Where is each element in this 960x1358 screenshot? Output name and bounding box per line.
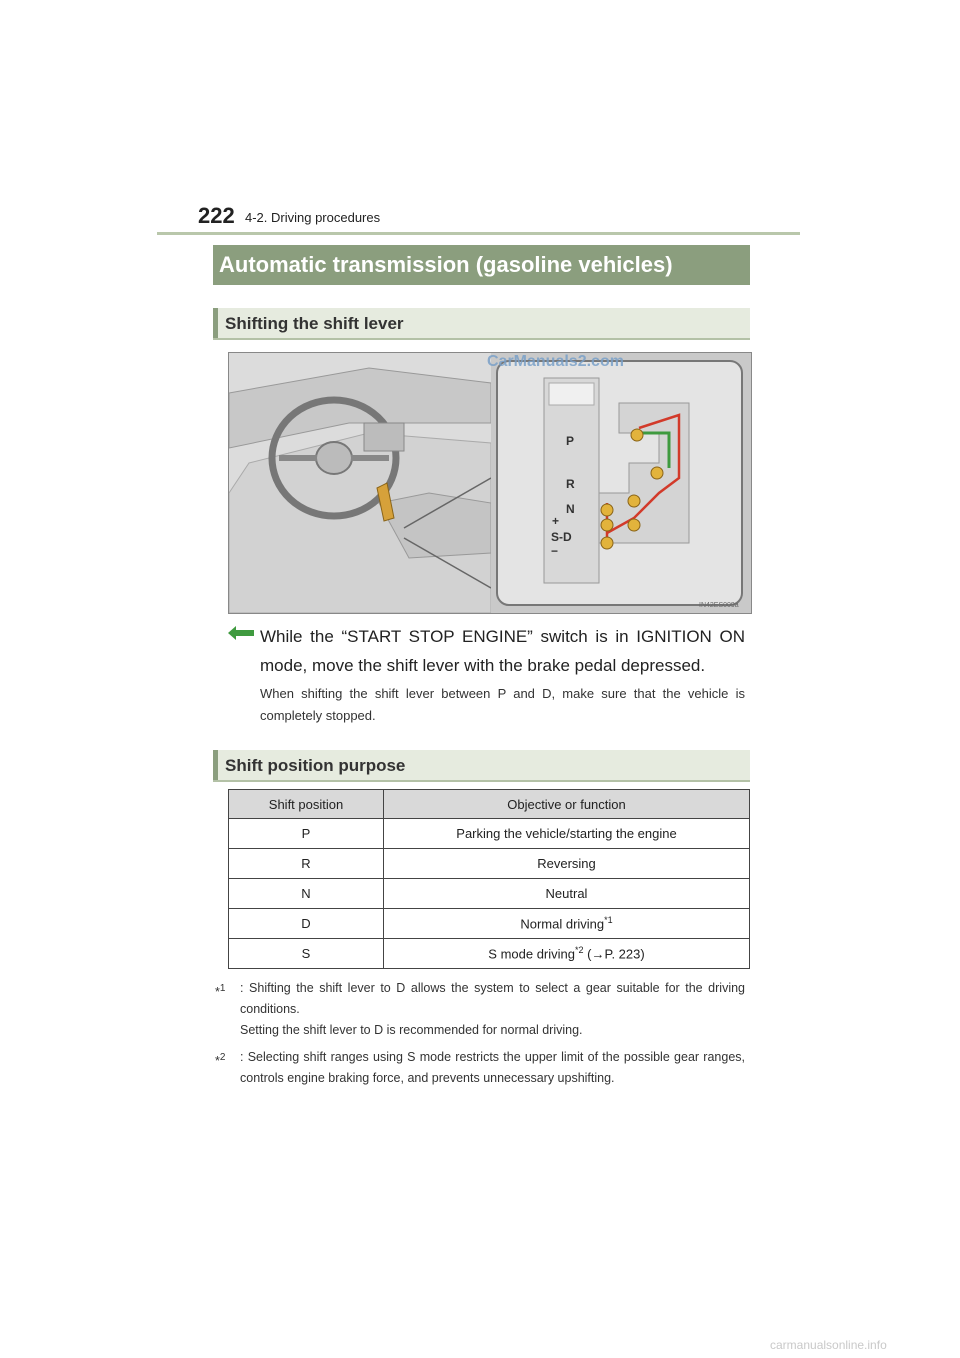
footnote-ref: *2 — [575, 945, 584, 956]
shift-lever-illustration — [228, 352, 752, 614]
subheader-accent-bar — [213, 308, 218, 338]
shift-position-table — [228, 789, 750, 969]
table-cell-function — [384, 819, 750, 849]
footnote-body-2: Setting the shift lever to D is recommended for normal driving. — [240, 1023, 583, 1037]
footnote-mark: * — [215, 1054, 220, 1069]
footnote-number: 2 — [219, 1052, 226, 1063]
function-text: Reversing — [537, 856, 596, 871]
table-cell-function — [384, 939, 750, 969]
subheader-shifting-title: Shifting the shift lever — [225, 314, 404, 333]
page-number: 222 — [198, 203, 235, 228]
footnote-1 — [215, 978, 745, 1041]
svg-text:S-D: S-D — [551, 530, 572, 544]
table-row — [229, 819, 750, 849]
header-divider — [157, 232, 800, 235]
function-text: Normal driving — [520, 916, 605, 932]
main-title-banner: Automatic transmission (gasoline vehicles) — [213, 245, 750, 285]
footnote-mark: * — [215, 985, 220, 1000]
table-cell-position: S — [229, 939, 384, 969]
function-text: Neutral — [545, 886, 588, 901]
page-reference-link[interactable]: (→P. 223) — [583, 946, 645, 962]
table-cell-position: N — [229, 879, 384, 909]
table-cell-function — [384, 879, 750, 909]
table-row — [229, 849, 750, 879]
table-cell-position: P — [229, 819, 384, 849]
svg-text:+: + — [552, 514, 560, 528]
table-cell-position: R — [229, 849, 384, 879]
table-row — [229, 909, 750, 939]
dashboard-diagram — [229, 353, 751, 613]
instruction-text: While the “START STOP ENGINE” switch is in IGNITION ON mode, move the shift lever with the brake pedal depressed. — [260, 627, 745, 675]
svg-text:−: − — [551, 544, 559, 558]
footnote-body: : Selecting shift ranges using S mode restricts the upper limit of the possible gear ranges, controls engine braking force, and prevents unnecessary upshifting. — [240, 1050, 745, 1085]
watermark-top: CarManuals2.com — [487, 353, 624, 370]
svg-text:N: N — [566, 502, 575, 516]
illustration-code: IN42ES009a — [699, 602, 739, 609]
table-header-cell: Shift position — [229, 790, 384, 819]
table-header-row — [229, 790, 750, 819]
table-cell-function — [384, 849, 750, 879]
footnote-2 — [215, 1047, 745, 1089]
svg-text:P: P — [566, 434, 575, 448]
table-row — [229, 879, 750, 909]
table-row — [229, 939, 750, 969]
subheader-shift-purpose-title: Shift position purpose — [225, 756, 406, 775]
footnote-body: : Shifting the shift lever to D allows the system to select a gear suitable for the driving conditions. — [240, 981, 745, 1016]
function-text: Parking the vehicle/starting the engine — [456, 826, 677, 841]
table-cell-position: D — [229, 909, 384, 939]
subheader-accent-bar — [213, 750, 218, 780]
svg-text:R: R — [566, 477, 575, 491]
watermark-bottom: carmanualsonline.info — [770, 1338, 887, 1352]
footnote-number: 1 — [219, 983, 226, 994]
table-cell-function — [384, 909, 750, 939]
note-text: When shifting the shift lever between P and D, make sure that the vehicle is completely stopped. — [260, 686, 745, 723]
section-title: 4-2. Driving procedures — [245, 210, 381, 225]
table-header-cell: Objective or function — [384, 790, 750, 819]
footnote-ref: *1 — [604, 915, 613, 926]
subheader-shift-purpose — [213, 750, 750, 782]
subheader-shifting — [213, 308, 750, 340]
arrow-left-icon — [228, 626, 254, 645]
function-text: S mode driving — [488, 946, 575, 962]
